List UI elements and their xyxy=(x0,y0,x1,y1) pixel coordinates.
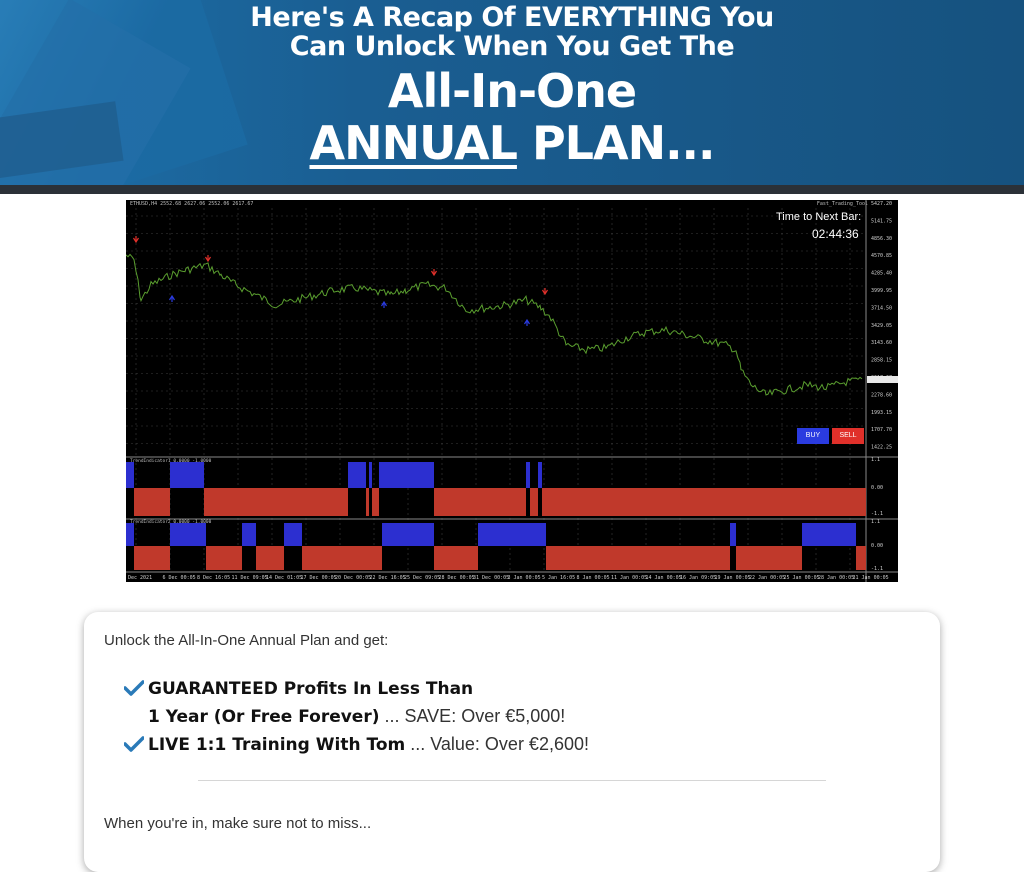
benefit-bold: LIVE 1:1 Training With Tom xyxy=(148,735,406,755)
signal-arrow-icon xyxy=(382,302,387,308)
indicator-scale-label: -1.1 xyxy=(871,566,884,572)
indicator-bear-bar xyxy=(434,488,526,516)
indicator-bear-bar xyxy=(206,546,242,570)
current-price-marker xyxy=(867,376,898,383)
price-label: 4285.40 xyxy=(871,270,893,277)
indicator-bull-bar xyxy=(802,523,856,546)
price-label: 5427.20 xyxy=(871,201,893,207)
indicator-bull-bar xyxy=(348,462,366,488)
date-label: 17 Dec 00:05 xyxy=(300,575,337,581)
signal-arrow-icon xyxy=(170,296,175,302)
date-label: 25 Dec 09:05 xyxy=(404,575,441,581)
benefit-item-continued xyxy=(148,706,565,727)
indicator-bull-bar xyxy=(730,523,736,546)
benefit-bold: GUARANTEED Profits In Less Than xyxy=(148,679,474,699)
check-icon xyxy=(124,736,144,752)
indicator-bull-bar xyxy=(170,462,204,488)
indicator-bull-bar xyxy=(478,523,546,546)
date-label: 22 Dec 16:05 xyxy=(369,575,406,581)
indicator-bull-bar xyxy=(382,523,434,546)
indicator-bear-bar xyxy=(256,546,284,570)
indicator-bear-bar xyxy=(434,546,478,570)
chart-canvas xyxy=(126,200,898,582)
indicator-bull-bar xyxy=(126,462,134,488)
date-label: 8 Dec 16:05 xyxy=(197,575,231,581)
price-label: 1422.25 xyxy=(871,444,893,451)
price-label: 2278.60 xyxy=(871,392,893,399)
benefit-bold: 1 Year (Or Free Forever) xyxy=(148,707,380,727)
date-label: 25 Jan 00:05 xyxy=(783,575,820,581)
header-banner xyxy=(0,0,1024,185)
date-label: 20 Dec 00:05 xyxy=(335,575,372,581)
signal-arrow-icon xyxy=(543,288,548,294)
indicator-bear-bar xyxy=(372,488,379,516)
price-label: 3714.50 xyxy=(871,305,893,312)
headline-line-1: Here's A Recap Of EVERYTHING You xyxy=(250,2,774,33)
indicator-bear-bar xyxy=(366,488,369,516)
date-label: 5 Jan 16:05 xyxy=(542,575,576,581)
indicator-bear-bar xyxy=(542,488,866,516)
indicator-bull-bar xyxy=(284,523,302,546)
indicator2-label: TrendIndicator2 0.0000 -1.0000 xyxy=(130,520,212,525)
date-label: 22 Jan 00:05 xyxy=(749,575,786,581)
date-label: 14 Jan 00:05 xyxy=(645,575,682,581)
date-label: 31 Dec 00:05 xyxy=(473,575,510,581)
divider xyxy=(198,780,826,781)
price-series-line xyxy=(126,254,862,394)
date-label: 11 Dec 09:05 xyxy=(231,575,268,581)
timer-value: 02:44:36 xyxy=(812,227,859,241)
price-label: 5141.75 xyxy=(871,218,893,225)
sell-button[interactable]: SELL xyxy=(832,428,864,444)
buy-button[interactable]: BUY xyxy=(797,428,829,444)
headline-line-4 xyxy=(0,116,1024,170)
benefit-text: ... Value: Over €2,600! xyxy=(405,734,589,754)
trading-chart-screenshot xyxy=(126,200,898,582)
price-label: 3143.60 xyxy=(871,340,893,347)
date-label: 6 Dec 00:05 xyxy=(162,575,196,581)
signal-arrow-icon xyxy=(432,269,437,275)
indicator-bear-bar xyxy=(302,546,382,570)
check-icon xyxy=(124,680,144,696)
headline-annual: ANNUAL xyxy=(309,116,517,170)
price-label: 1993.15 xyxy=(871,409,893,416)
signal-arrow-icon xyxy=(134,236,139,242)
date-label: 31 Jan 00:05 xyxy=(852,575,889,581)
indicator-bull-bar xyxy=(379,462,434,488)
chart-symbol-info: ETHUSD,H4 2552.68 2627.06 2552.06 2617.67 xyxy=(130,201,254,207)
card-intro: Unlock the All-In-One Annual Plan and get: xyxy=(104,632,389,649)
price-label: 3429.05 xyxy=(871,322,893,329)
date-label: 19 Jan 00:05 xyxy=(714,575,751,581)
indicator-bear-bar xyxy=(204,488,348,516)
headline-plan: PLAN... xyxy=(516,116,715,170)
indicator-bull-bar xyxy=(538,462,542,488)
indicator-bull-bar xyxy=(242,523,256,546)
date-label: Dec 2021 xyxy=(128,575,153,581)
signal-arrow-icon xyxy=(525,320,530,326)
date-label: 28 Dec 00:05 xyxy=(438,575,475,581)
indicator-bear-bar xyxy=(134,546,170,570)
chart-ea-name: Fast_Trading_Tool xyxy=(816,201,868,207)
indicator-bull-bar xyxy=(369,462,372,488)
date-label: 3 Jan 00:05 xyxy=(507,575,541,581)
indicator-bear-bar xyxy=(546,546,730,570)
indicator-bear-bar xyxy=(530,488,538,516)
date-label: 14 Dec 01:05 xyxy=(266,575,303,581)
date-label: 8 Jan 00:05 xyxy=(576,575,610,581)
indicator1-label: TrendIndicator1 0.0000 -1.0000 xyxy=(130,459,212,464)
card-outro: When you're in, make sure not to miss... xyxy=(104,815,372,832)
indicator-scale-label: 0.00 xyxy=(871,485,884,491)
banner-bottom-bar xyxy=(0,185,1024,194)
price-label: 1707.70 xyxy=(871,427,893,434)
date-label: 28 Jan 00:05 xyxy=(818,575,855,581)
price-label: 3999.95 xyxy=(871,288,893,294)
price-label: 2858.15 xyxy=(871,357,893,364)
indicator-bull-bar xyxy=(126,523,134,546)
timer-label: Time to Next Bar: xyxy=(776,211,862,223)
indicator-bear-bar xyxy=(134,488,170,516)
benefits-card xyxy=(84,612,940,872)
indicator-scale-label: 0.00 xyxy=(871,543,884,549)
headline-line-3: All-In-One xyxy=(387,64,637,118)
indicator-bull-bar xyxy=(526,462,530,488)
benefit-item xyxy=(148,678,473,699)
date-label: 11 Jan 00:05 xyxy=(611,575,648,581)
price-label: 4856.30 xyxy=(871,235,893,242)
date-label: 16 Jan 09:05 xyxy=(680,575,717,581)
indicator-scale-label: -1.1 xyxy=(871,511,884,517)
indicator-bear-bar xyxy=(736,546,802,570)
signal-arrow-icon xyxy=(206,255,211,261)
indicator-bear-bar xyxy=(856,546,866,570)
indicator-scale-label: 1.1 xyxy=(871,519,881,525)
headline-line-2: Can Unlock When You Get The xyxy=(289,31,735,62)
indicator-bull-bar xyxy=(170,523,206,546)
benefit-text: ... SAVE: Over €5,000! xyxy=(379,706,566,726)
benefit-item xyxy=(148,734,589,755)
indicator-scale-label: 1.1 xyxy=(871,457,881,463)
price-label: 4570.85 xyxy=(871,253,893,260)
